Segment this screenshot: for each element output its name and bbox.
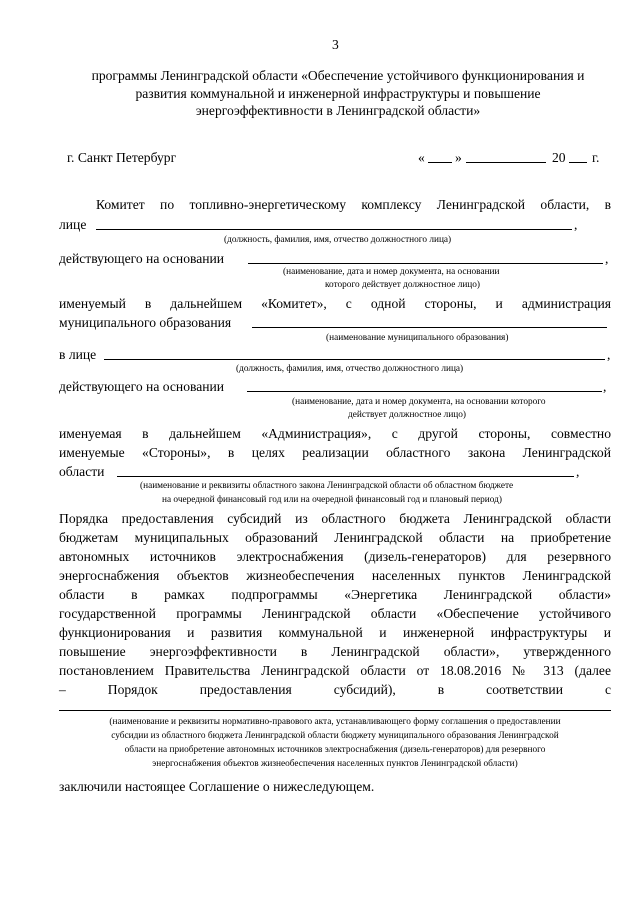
region-law-label: области <box>59 464 105 479</box>
administration-named-line: именуемая в дальнейшем «Администрация», с другой стороны, совместно <box>59 426 611 441</box>
committee-named-line: именуемый в дальнейшем «Комитет», с одной стороны, и администрация <box>59 296 611 311</box>
administration-person-label: в лице <box>59 347 97 362</box>
comma: , <box>574 217 578 232</box>
paragraph-line: постановлением Правительства Ленинградской области от 18.08.2016 № 313 (далее <box>59 663 611 678</box>
paragraph-line: автономных источников электроснабжения (дизель-генераторов) для резервного <box>59 549 611 564</box>
hint-legal-act-line: области на приобретение автономных источников электроснабжения (дизель-генераторов) для резервного <box>124 745 546 755</box>
document-title-line-2: развития коммунальной и инженерной инфраструктуры и повышение <box>135 86 541 101</box>
committee-basis-blank <box>248 263 603 264</box>
comma: , <box>576 464 580 479</box>
paragraph-line: государственной программы Ленинградской области «Обеспечение устойчивого <box>59 606 611 621</box>
committee-line: Комитет по топливно-энергетическому комплексу Ленинградской области, в <box>96 197 611 212</box>
paragraph-line: повышение энергоэффективности в Ленинградской области», утвержденного <box>59 644 611 659</box>
closing-line: заключили настоящее Соглашение о нижеследующем. <box>59 779 375 794</box>
document-title-line-1: программы Ленинградской области «Обеспечение устойчивого функционирования и <box>91 68 585 83</box>
comma: , <box>603 379 607 394</box>
date-day-blank <box>428 162 452 163</box>
date-month-blank <box>466 162 546 163</box>
hint-municipality: (наименование муниципального образования) <box>326 333 509 343</box>
date-year-blank <box>569 162 587 163</box>
hint-committee-basis-2: которого действует должностное лицо) <box>325 280 481 290</box>
paragraph-line: области в рамках подпрограммы «Энергетика Ленинградской области» <box>59 587 611 602</box>
date-year-suffix: г. <box>592 150 600 165</box>
paragraph-line: функционирования и развития коммунальной и инженерной инфраструктуры и <box>59 625 611 640</box>
legal-act-blank <box>59 710 611 711</box>
paragraph-line: – Порядок предоставления субсидий), в соответствии с <box>59 682 611 697</box>
place-of-signing: г. Санкт Петербург <box>67 150 177 165</box>
comma: , <box>607 347 611 362</box>
municipality-label: муниципального образования <box>59 315 232 330</box>
date-open-quote: « <box>418 150 425 165</box>
hint-administration-basis-2: действует должностное лицо) <box>348 410 467 420</box>
administration-basis-label: действующего на основании <box>59 379 225 394</box>
committee-person-blank <box>96 229 572 230</box>
municipality-blank <box>252 327 607 328</box>
hint-legal-act-line: энергоснабжения объектов жизнеобеспечения населенных пунктов Ленинградской области) <box>152 759 518 769</box>
administration-basis-blank <box>247 391 602 392</box>
document-title-line-3: энергоэффективности в Ленинградской области» <box>195 103 481 118</box>
date-year-prefix: 20 <box>552 150 566 165</box>
hint-region-law-1: (наименование и реквизиты областного закона Ленинградской области об областном бюджете <box>140 481 514 491</box>
hint-committee-basis-1: (наименование, дата и номер документа, на основании <box>283 267 500 277</box>
paragraph-line: Порядка предоставления субсидий из областного бюджета Ленинградской области <box>59 511 611 526</box>
page-number: 3 <box>332 37 339 52</box>
hint-legal-act-line: субсидии из областного бюджета Ленинградской области бюджету муниципального образования Ленинградской <box>111 731 559 741</box>
hint-administration-person: (должность, фамилия, имя, отчество должностного лица) <box>236 364 464 374</box>
paragraph-line: бюджетам муниципальных образований Ленинградской области на приобретение <box>59 530 611 545</box>
hint-administration-basis-1: (наименование, дата и номер документа, на основании которого <box>292 397 546 407</box>
date-close-quote: » <box>455 150 462 165</box>
committee-person-label: лице <box>59 217 87 232</box>
hint-legal-act-line: (наименование и реквизиты нормативно-правового акта, устанавливающего форму соглашения о предоставлении <box>109 717 561 727</box>
administration-person-blank <box>104 359 605 360</box>
region-law-blank <box>117 476 574 477</box>
paragraph-line: энергоснабжения объектов жизнеобеспечения населенных пунктов Ленинградской <box>59 568 611 583</box>
hint-region-law-2: на очередной финансовый год или на очередной финансовый год и плановый период) <box>162 495 502 505</box>
parties-purpose-line: именуемые «Стороны», в целях реализации областного закона Ленинградской <box>59 445 611 460</box>
committee-basis-label: действующего на основании <box>59 251 225 266</box>
comma: , <box>605 251 609 266</box>
hint-committee-person: (должность, фамилия, имя, отчество должностного лица) <box>224 235 452 245</box>
